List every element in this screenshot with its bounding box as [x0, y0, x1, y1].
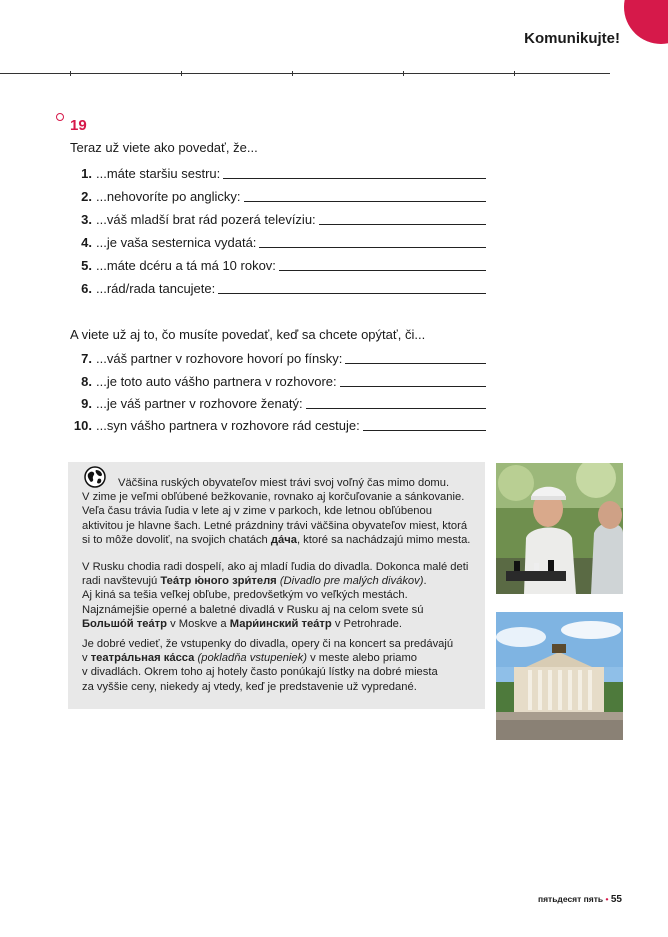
question-text: ...je váš partner v rozhovore ženatý: [96, 396, 303, 411]
info-text: Aj kiná sa tešia veľkej obľube, predovšetkým vo veľkých mestách. [82, 589, 408, 602]
russian-term: да́ча [270, 533, 297, 546]
info-text: v meste alebo priamo [306, 652, 418, 665]
question-row [70, 371, 486, 389]
question-number: 4. [81, 235, 92, 250]
exercise-number: 19 [70, 117, 87, 134]
question-text: ...je vaša sesternica vydatá: [96, 235, 257, 250]
info-text: Väčšina ruských obyvateľov miest trávi svoj voľný čas mimo domu. [118, 477, 450, 489]
info-text: si to môže dovoliť, na svojich chatách [82, 533, 271, 546]
rule-tick [403, 71, 404, 76]
info-text: V zime je veľmi obľúbené bežkovanie, rovnako aj korčuľovanie a sánkovanie. [82, 491, 465, 504]
page-number: 55 [610, 894, 622, 905]
question-number: 10. [73, 418, 92, 433]
info-text: v divadlách. Okrem toho aj hotely často ponúkajú lístky na dobré miesta [82, 666, 438, 679]
question-row [70, 348, 486, 366]
question-row [70, 393, 486, 411]
section-title: Komunikujte! [524, 30, 620, 47]
answer-line[interactable] [345, 362, 486, 364]
page-footer [538, 894, 622, 905]
page-number-words: пятьдесят пять [537, 894, 604, 904]
exercise-prompt: A viete už aj to, čo musíte povedať, keď sa chcete opýtať, či... [70, 327, 426, 342]
question-row [70, 232, 486, 250]
question-text: ...nehovoríte po anglicky: [96, 189, 241, 204]
answer-line[interactable] [340, 385, 486, 387]
info-paragraph: V Rusku chodia radi dospelí, ako aj mladí ľudia do divadla. Dokonca malé deti radi navštevujú Теа́тр ю́ного зри́теля (Divadlo pre malých divákov). Aj kiná sa tešia veľkej obľube, predovšetkým vo veľkých mestách. Najznámejšie operné a baletné divadlá v Rusku aj na celom svete sú Большо́й теа́тр v Moskve a Мари́инский теа́тр v Petrohrade. [82, 561, 469, 630]
rule-tick [514, 71, 515, 76]
question-row [70, 415, 486, 433]
question-text: ...syn vášho partnera v rozhovore rád cestuje: [96, 418, 360, 433]
info-text: v [82, 652, 91, 665]
answer-line[interactable] [244, 200, 486, 202]
info-text: v Moskve a [166, 617, 230, 630]
answer-line[interactable] [279, 269, 486, 271]
footer-dot-icon: • [605, 894, 609, 904]
question-number: 7. [81, 351, 92, 366]
exercise-bullet-icon [56, 113, 64, 121]
russian-term: театра́льная ка́сса [90, 652, 195, 665]
info-text: Je dobré vedieť, že vstupenky do divadla, opery či na koncert sa predávajú [82, 638, 454, 650]
answer-line[interactable] [363, 429, 486, 431]
answer-line[interactable] [259, 246, 486, 248]
info-text: , ktoré sa nachádzajú mimo mesta. [296, 533, 471, 546]
question-number: 8. [81, 374, 92, 389]
translation-note: (pokladňa vstupeniek) [197, 652, 307, 665]
translation-note: (Divadlo pre malých divákov) [279, 575, 424, 588]
info-text: radi navštevujú [82, 575, 161, 588]
header-corner-circle [624, 0, 668, 44]
question-text: ...váš mladší brat rád pozerá televíziu: [96, 212, 316, 227]
answer-line[interactable] [306, 407, 486, 409]
question-row [70, 186, 486, 204]
answer-line[interactable] [319, 223, 486, 225]
answer-line[interactable] [223, 177, 486, 179]
rule-tick [292, 71, 293, 76]
info-text: v Petrohrade. [331, 617, 402, 630]
info-paragraph [82, 637, 477, 694]
info-text: V Rusku chodia radi dospelí, ako aj mladí ľudia do divadla. Dokonca malé deti [82, 561, 469, 573]
question-number: 6. [81, 281, 92, 296]
question-text: ...máte staršiu sestru: [96, 166, 221, 181]
russian-term: Теа́тр ю́ного зри́теля [160, 575, 277, 588]
info-text: Veľa času trávia ľudia v lete aj v zime v parkoch, kde letnou obľúbenou [82, 505, 432, 518]
question-text: ...rád/rada tancujete: [96, 281, 216, 296]
info-text: za vyššie ceny, niekedy aj vtedy, keď je predstavenie už vypredané. [82, 680, 417, 693]
info-paragraph [82, 476, 477, 547]
photo-chess-players [496, 463, 623, 594]
rule-tick [181, 71, 182, 76]
question-row [70, 209, 486, 227]
photo-bolshoi-theatre [496, 612, 623, 740]
question-number: 2. [81, 189, 92, 204]
russian-term: Большо́й теа́тр [82, 617, 167, 630]
question-number: 1. [81, 166, 92, 181]
exercise-prompt: Teraz už viete ako povedať, že... [70, 140, 258, 155]
info-text: Najznámejšie operné a baletné divadlá v Rusku aj na celom svete sú [82, 603, 424, 616]
header-rule [0, 73, 610, 74]
question-row [70, 278, 486, 296]
culture-info-box [68, 462, 485, 709]
question-number: 3. [81, 212, 92, 227]
info-text: aktivitou je hlavne šach. Letné prázdniny trávi väčšina obyvateľov miest, ktorá [82, 519, 468, 532]
question-row [70, 255, 486, 273]
answer-line[interactable] [218, 292, 486, 294]
russian-term: Мари́инский теа́тр [229, 617, 332, 630]
rule-tick [70, 71, 71, 76]
question-number: 9. [81, 396, 92, 411]
question-text: ...máte dcéru a tá má 10 rokov: [96, 258, 276, 273]
question-text: ...váš partner v rozhovore hovorí po fínsky: [96, 351, 343, 366]
question-number: 5. [81, 258, 92, 273]
question-text: ...je toto auto vášho partnera v rozhovore: [96, 374, 337, 389]
question-row [70, 163, 486, 181]
